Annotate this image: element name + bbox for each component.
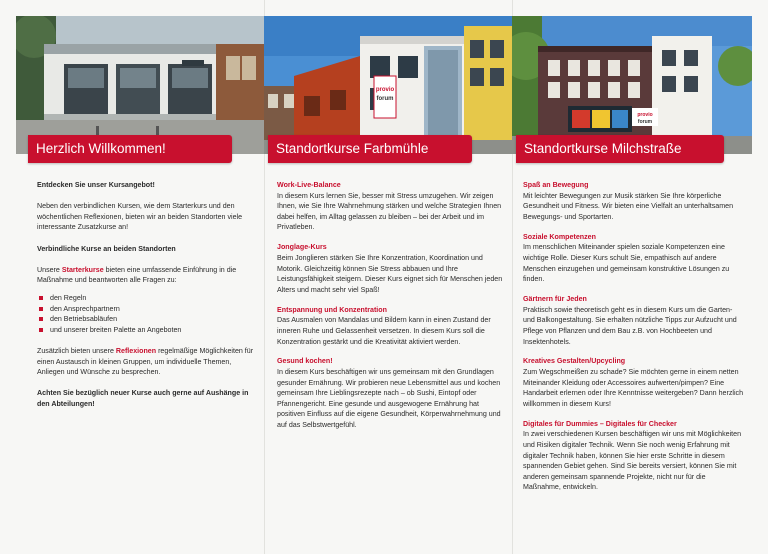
course-section bbox=[523, 294, 745, 347]
reflection-text-pre: Zusätzlich bieten unsere bbox=[37, 346, 116, 355]
photo-farbmuehle-building bbox=[264, 16, 512, 154]
course-section bbox=[523, 180, 745, 222]
banner-title: Standortkurse Farbmühle bbox=[268, 135, 472, 163]
course-section bbox=[277, 356, 503, 430]
starter-keyword: Starterkurse bbox=[61, 265, 104, 274]
panel-farbmuehle bbox=[264, 0, 512, 554]
photo-building-entrance bbox=[16, 16, 264, 154]
farbmuehle-courses bbox=[277, 180, 503, 440]
course-description: Beim Jonglieren stärken Sie Ihre Konzentration, Koordination und Motorik. Gleichzeitig können Sie Stress abbauen und Ihre Leistungsfähigkeit steigern. Dieser Kurs eignet sich für Menschen jeden Alters und macht sehr viel Spaß! bbox=[277, 253, 503, 294]
list-item: den Regeln bbox=[37, 293, 259, 304]
banner-title: Standortkurse Milchstraße bbox=[516, 135, 724, 163]
reflection-keyword: Reflexionen bbox=[115, 346, 157, 355]
photo-milchstrasse-building bbox=[512, 16, 752, 154]
course-section bbox=[277, 305, 503, 347]
closing-note: Achten Sie bezüglich neuer Kurse auch gerne auf Aushänge in den Abteilungen! bbox=[37, 389, 249, 408]
panel-milchstrasse bbox=[512, 0, 752, 554]
intro-heading: Entdecken Sie unser Kursangebot! bbox=[37, 181, 155, 189]
milchstrasse-courses bbox=[523, 180, 745, 502]
sign-text-2: forum bbox=[376, 96, 394, 102]
reflection-paragraph bbox=[37, 346, 259, 378]
course-section bbox=[277, 242, 503, 295]
course-section bbox=[523, 232, 745, 285]
list-item: den Ansprechpartnern bbox=[37, 304, 259, 315]
mandatory-courses-heading: Verbindliche Kurse an beiden Standorten bbox=[37, 244, 176, 253]
course-title: Spaß an Bewegung bbox=[523, 181, 589, 189]
welcome-text-block bbox=[37, 180, 259, 420]
sign-text-1: provio bbox=[637, 112, 653, 118]
course-description: Im menschlichen Miteinander spielen soziale Kompetenzen eine wichtige Rolle. Dieser Kurs schult Sie, empathisch auf andere Menschen einzugehen und gemeinsam konstruktive Lösungen zu finden. bbox=[523, 243, 730, 284]
course-description: In diesem Kurs beschäftigen wir uns gemeinsam mit den Grundlagen gesunder Ernährung. Wir probieren neue Lebensmittel aus und kochen gemeinsam Ihre Lieblingsrezepte nach – ob Sushi, Eintopf oder Pfannengericht. Eine gesunde und ausgewogene Ernährung hat positiven Einfluss auf die eigene Gesundheit, Körperwahrnehmung und auf das Selbstwertgefühl. bbox=[277, 368, 501, 430]
list-item: den Betriebsabläufen bbox=[37, 314, 259, 325]
course-description: Praktisch sowie theoretisch geht es in diesem Kurs um die Garten- und Balkongestaltung. Sie erhalten nützliche Tipps zur Aufzucht und Pflege von Pflanzen und dem Bau z.B. von Hochbeeten und Insektenhotels. bbox=[523, 305, 737, 346]
course-description: Mit leichter Bewegungen zur Musik stärken Sie Ihre körperliche Gesundheit und Fitness. Wir bieten eine Vielfalt an unterhaltsamen Bewegungs- und Sportarten. bbox=[523, 191, 734, 221]
panel-welcome bbox=[16, 0, 264, 554]
course-title: Kreatives Gestalten/Upcycling bbox=[523, 357, 626, 366]
sign-text-2: forum bbox=[637, 119, 653, 125]
starter-text-post: bieten eine umfassende Einführung in die Maßnahme und beantworten alle Fragen zu: bbox=[37, 265, 237, 285]
sign-text-1: provio bbox=[375, 87, 395, 93]
reflection-text-post: regelmäßige Möglichkeiten für einen Austausch in kleinen Gruppen, um individuelle Themen, Anliegen und Wünsche zu besprechen. bbox=[37, 346, 254, 377]
course-section bbox=[277, 180, 503, 233]
course-description: Das Ausmalen von Mandalas und Bildern kann in einen Zustand der inneren Ruhe und Gelassenheit versetzen. In diesem Kurs soll die Konzentration gestärkt und die Kreativität aktiviert werden. bbox=[277, 316, 491, 346]
starter-text-pre: Unsere bbox=[37, 265, 62, 274]
course-description: In zwei verschiedenen Kursen beschäftigen wir uns mit Möglichkeiten und Risiken digitaler Technik. Wenn Sie noch wenig Erfahrung mit digitaler Technik haben, können Sie hier erste Schritte in diesem spannenden Gebiet gehen. Sind Sie bereits versiert, können Sie mit anderen gemeinsam spannende Projekte, nicht nur für die Maßnahme, entwickeln. bbox=[523, 430, 742, 492]
course-title: Jonglage-Kurs bbox=[277, 243, 327, 252]
course-section bbox=[523, 356, 745, 409]
list-item: und unserer breiten Palette an Angeboten bbox=[37, 325, 259, 336]
course-description: In diesem Kurs lernen Sie, besser mit Stress umzugehen. Wir zeigen Ihnen, wie Sie Ihre Wahrnehmung stärken und welche Strategien Ihnen dabei helfen, im Alltag gelassen zu bleiben – bei der Arbeit und im Privatleben. bbox=[277, 191, 502, 232]
intro-paragraph: Neben den verbindlichen Kursen, wie dem Starterkurs und den wöchentlichen Reflexionen, bieten wir an beiden Standorten viele interessante Zusatzkurse an! bbox=[37, 202, 243, 232]
course-title: Digitales für Dummies – Digitales für Checker bbox=[523, 419, 677, 428]
starter-paragraph bbox=[37, 265, 259, 286]
course-title: Soziale Kompetenzen bbox=[523, 232, 596, 241]
banner-title: Herzlich Willkommen! bbox=[28, 135, 232, 163]
course-description: Zum Wegschmeißen zu schade? Sie möchten gerne in einem netten Miteinander Kleidung oder Accessoires aufwerten/pimpen? Eine Handarbeit erlernen oder Ihre Kenntnisse weitergeben? Dann herzlich willkommen in diesem Kurs! bbox=[523, 368, 744, 408]
course-title: Work-Live-Balance bbox=[277, 181, 341, 189]
course-section bbox=[523, 419, 745, 493]
starter-topics-list bbox=[37, 293, 259, 335]
course-title: Entspannung und Konzentration bbox=[277, 305, 387, 314]
course-title: Gesund kochen! bbox=[277, 357, 333, 366]
course-title: Gärtnern für Jeden bbox=[523, 295, 587, 304]
